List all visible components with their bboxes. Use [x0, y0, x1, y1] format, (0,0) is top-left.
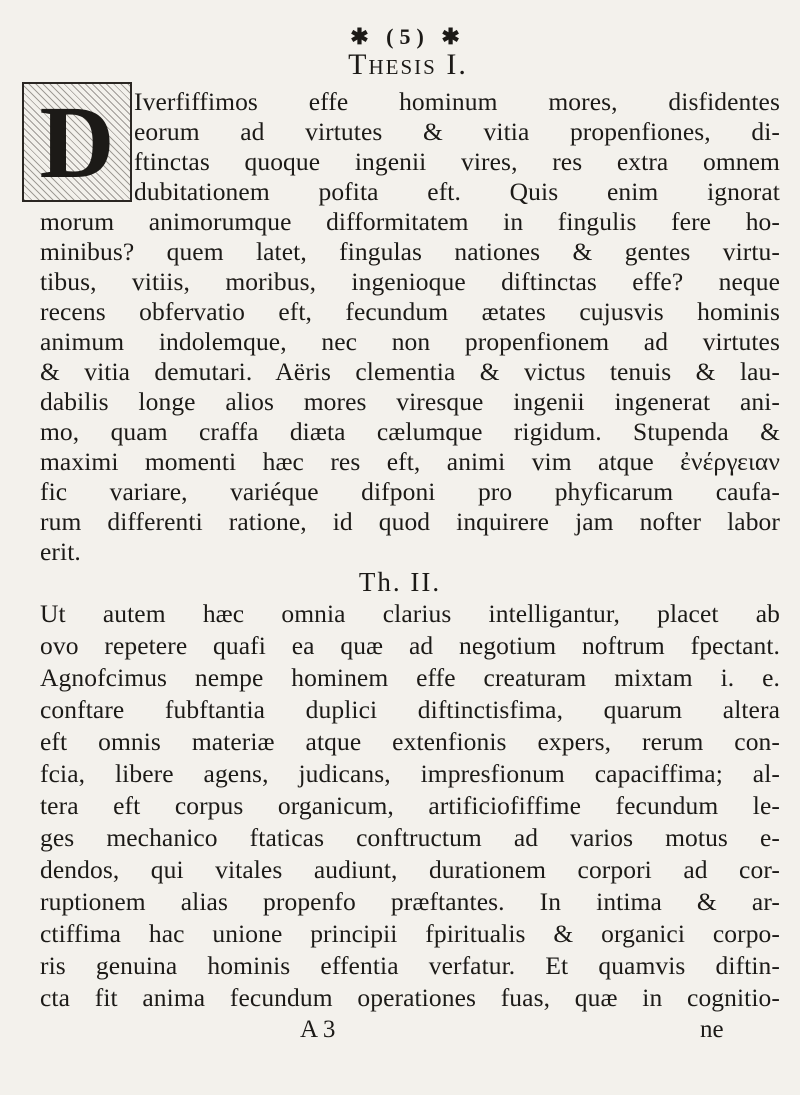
text-line: recens obfervatio eft, fecundum ætates cujusvis hominis	[40, 297, 780, 326]
text-line: conftare fubftantia duplici diftinctisfima, quarum altera	[40, 695, 780, 724]
text-line: minibus? quem latet, fingulas nationes & gentes virtu-	[40, 237, 780, 266]
text-line: & vitia demutari. Aëris clementia & victus tenuis & lau-	[40, 357, 780, 386]
text-line: Ut autem hæc omnia clarius intelligantur, placet ab	[40, 599, 780, 628]
page-number-ornament: ✱ (5) ✱	[350, 24, 466, 49]
text-line: ruptionem alias propenfo præftantes. In intima & ar-	[40, 887, 780, 916]
text-line: animum indolemque, nec non propenfionem ad virtutes	[40, 327, 780, 356]
text-line: rum differenti ratione, id quod inquirere jam nofter labor	[40, 507, 780, 536]
text-line: Agnofcimus nempe hominem effe creaturam mixtam i. e.	[40, 663, 780, 692]
section-heading: Th. II.	[358, 567, 442, 597]
text-line: ges mechanico ftaticas conftructum ad varios motus e-	[40, 823, 780, 852]
thesis-title: Thesis I.	[348, 48, 468, 81]
text-line: ctiffima hac unione principii fpiritualis & organici corpo-	[40, 919, 780, 948]
text-line: fcia, libere agens, judicans, impresfionum capaciffima; al-	[40, 759, 780, 788]
decorated-initial-letter: D	[24, 84, 130, 200]
text-line: erit.	[40, 537, 81, 566]
text-line: mo, quam craffa diæta cælumque rigidum. Stupenda &	[40, 417, 780, 446]
catchword: ne	[700, 1016, 724, 1043]
text-line: tera eft corpus organicum, artificiofiffime fecundum le-	[40, 791, 780, 820]
text-line: eft omnis materiæ atque extenfionis expers, rerum con-	[40, 727, 780, 756]
text-line: Iverfiffimos effe hominum mores, disfidentes	[134, 87, 780, 116]
text-line: maximi momenti hæc res eft, animi vim atque ἐνέργειαν	[40, 447, 780, 476]
text-line: ris genuina hominis effentia verfatur. Et quamvis diftin-	[40, 951, 780, 980]
text-line: dubitationem pofita eft. Quis enim ignorat	[134, 177, 780, 206]
text-line: dabilis longe alios mores viresque ingenii ingenerat ani-	[40, 387, 780, 416]
text-line: cta fit anima fecundum operationes fuas, quæ in cognitio-	[40, 983, 780, 1012]
text-line: morum animorumque difformitatem in fingulis fere ho-	[40, 207, 780, 236]
text-line: ftinctas quoque ingenii vires, res extra omnem	[134, 147, 780, 176]
text-line: eorum ad virtutes & vitia propenfiones, di-	[134, 117, 780, 146]
text-line: tibus, vitiis, moribus, ingenioque diftinctas effe? neque	[40, 267, 780, 296]
decorated-initial	[22, 82, 132, 202]
signature-mark: A 3	[300, 1016, 336, 1043]
text-line: dendos, qui vitales audiunt, durationem corpori ad cor-	[40, 855, 780, 884]
text-line: fic variare, variéque difponi pro phyficarum caufa-	[40, 477, 780, 506]
text-line: ovo repetere quafi ea quæ ad negotium noftrum fpectant.	[40, 631, 780, 660]
